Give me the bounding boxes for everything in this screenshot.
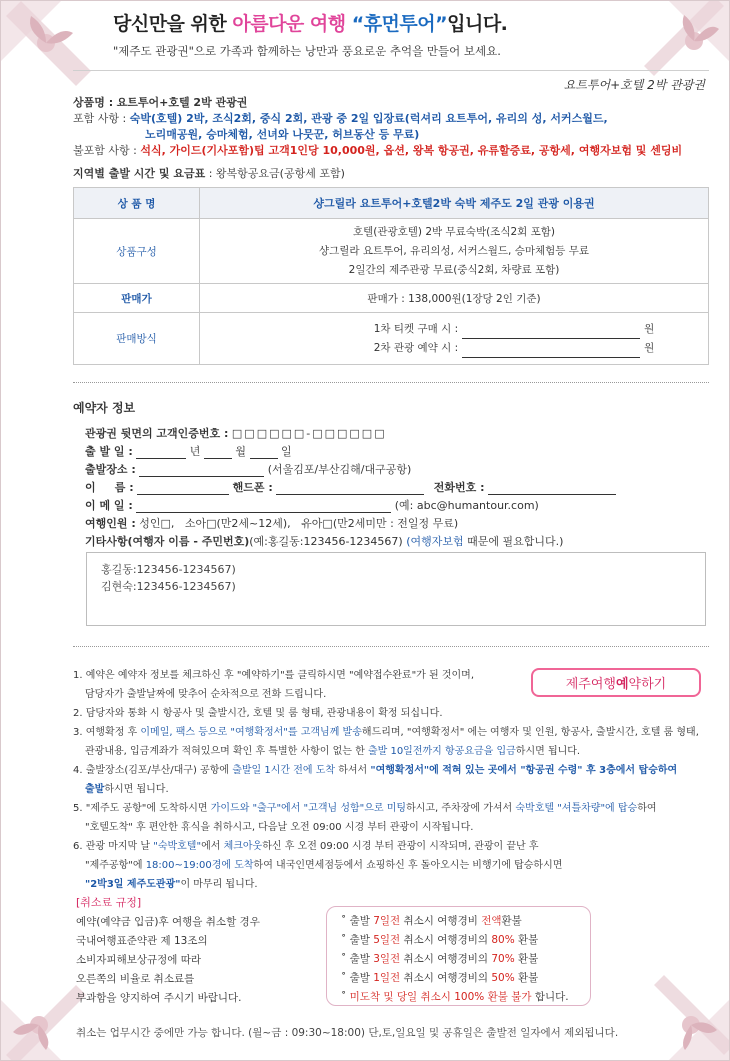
compose-line: 호텔(관광호텔) 2박 무료숙박(조식2회 포함) [352,225,556,238]
page-frame: 당신만을 위한 아름다운 여행 “휴먼투어”입니다. "제주도 관광권"으로 가족과 함께하는 낭만과 풍요로운 추억을 만들어 보세요. 요트투어+호텔 2박 관광권 상품명 : 요트투어+호텔 2박 관광권 포함 사항 : 숙박(호텔) 2박, 조식2회, 중식 2회, 관광 중 2일 입장료(럭셔리 요트투어, 유리의 성, 서커스월드, 노리매공원, 승마체험, 선녀와 나뭇꾼, 허브동산 등 무료) 불포함 사항 : 석식, 가이드(기사포함)팁 고객1인당 10,000원, 옵션, 왕복 항공권, 유류할증료, 공항세, 여행자보험 및 센딩비 지역별 출발 시간 및 요금표 : 왕복항공요금(공항세 포함) 상 품 명 샹그릴라 요트투어+호텔2박 숙박 제주도 2일 관광 이용권 상품구성 호텔(관광호텔) 2박 무료숙박(조식2회 포함) 샹그릴라 요트투어, 유리의성, 서커스월드, 승마체험등 무료 2일간의 제주관광 무료(중식2회, 차량료 포함) 판매가 판매가 : 138,000원(1장당 2인 기준) 판매방식 1차 티켓 구매 시 : 원 2차 관광 예약 시 : 원 예약자 정보 관광권 뒷면의 고객인증번호 : □□□□□□-□□□□□□ 출 발 일 : 년 월 일 출발장소 : (서울김포/부산김해/대구공항) 이 름 : 핸드폰 : 전화번호 : 이 메 일 : (예: abc@humantour.com) 여행인원 : 성인□, 소아□(만2세~12세), 유아□(만2세미만 : 전일정 무료) 기타사항(여행자 이름 - 주민번호)(예:홍길동:123456-1234567) (여행자보험 때문에 필요합니다.) 홍길동:123456-1234567) 김현숙:123456-1234567) 1. 예약은 예약자 정보를 체크하신 후 "예약하기"를 클릭하시면 "예약접수완료"가 된 것이며, 담당자가 출발날짜에 맞추어 순차적으로 전화 드립니다. 2. 담당자와 통화 시 항공사 및 출발시간, 호텔 및 룸 형태, 관광내용이 확정 되십니다. 3. 여행확정 후 이메일, 팩스 등으로 "여행확정서"를 고객님께 발송해드리며, "여행확정서" 에는 여행자 및 인원, 항공사, 출발시간, 호텔 룸 형태, 관광내용, 입금계좌가 적혀있으며 확인 후 특별한 사항이 없는 한 출발 10일전까지 항공요금을 입금하시면 됩니다. 4. 출발장소(김포/부산/대구) 공항에 출발일 1시간 전에 도착 하셔서 "여행확정서"에 적혀 있는 곳에서 "항공권 수령" 후 3층에서 탑승하여 출발하시면 됩니다. 5. "제주도 공항"에 도착하시면 가이드와 "출구"에서 "고객님 성함"으로 미팅하시고, 주차장에 가셔서 숙박호텔 "셔틀차량"에 탑승하여 "호텔도착" 후 편안한 휴식을 취하시고, 다음날 오전 09:00 시경 부터 관광이 시작됩니다. 6. 관광 마지막 날 "숙박호텔"에서 체크아웃하신 후 오전 09:00 시경 부터 관광이 시작되며, 관광이 끝난 후 "제주공항"에 18:00~19:00경에 도착하여 내국인면세점등에서 쇼핑하신 후 돌아오시는 비행기에 탑승하시면 "2박3일 제주도관광"이 마무리 됩니다. 제주여행 예 약하기 [취소료 규정] 예약(예약금 입금)후 여행을 취소할 경우 국내여행표준약관 제 13조의 소비자피해보상규정에 따라 오른쪽의 비율로 취소료를 부과함을 양지하여 주시기 바랍니다. ˚ 출발 7일전 취소시 여행경비 전액환불 ˚ 출발 5일전 취소시 여행경비의 80% 환불 ˚ 출발 3일전 취소시 여행경비의 70% 환불 ˚ 출발 1일전 취소시 여행경비의 50% 환불 ˚ 미도착 및 당일 취소시 100% 환불 불가 합니다. 취소는 업무시간 중에만 가능 합니다. (월~금 : 09:30~18:00) 단,토,일요일 및 공휴일은 출발전 일자에서 제외됩니다. [0,0,730,1061]
include-row-2: 노리매공원, 승마체험, 선녀와 나뭇꾼, 허브동산 등 무료) [145,128,420,141]
email-input[interactable] [136,499,391,513]
table-head-value: 샹그릴라 요트투어+호텔2박 숙박 제주도 2일 관광 이용권 [200,188,709,219]
cancel-policy-title: [취소료 규정] [76,896,142,909]
price-label: 판매가 [74,284,200,313]
package-name: 요트투어+호텔 2박 관광권 [563,78,705,92]
email-row: 이 메 일 : (예: abc@humantour.com) [85,499,539,512]
cert-row: 관광권 뒷면의 고객인증번호 : □□□□□□-□□□□□□ [85,427,387,440]
mobile-input[interactable] [276,481,424,495]
cancel-rule: ˚ 미도착 및 당일 취소시 100% 환불 불가 합니다. [341,991,569,1003]
footer-notice: 취소는 업무시간 중에만 가능 합니다. (월~금 : 09:30~18:00) 단,토,일요일 및 공휴일은 출발전 일자에서 제외됩니다. [76,1027,619,1039]
cancel-rule: ˚ 출발 3일전 취소시 여행경비의 70% 환불 [341,953,539,965]
ribbon-corner-icon [1,1,91,91]
exclude-row: 불포함 사항 : 석식, 가이드(기사포함)팁 고객1인당 10,000원, 옵션, 왕복 항공권, 유류할증료, 공항세, 여행자보험 및 센딩비 [73,144,683,157]
hero-title-tail: 입니다. [447,13,508,35]
hero-title-text: 당신만을 위한 [113,13,233,35]
second-reserve-amount[interactable] [462,346,640,358]
method-cell: 1차 티켓 구매 시 : 원 2차 관광 예약 시 : 원 [200,313,709,365]
include-row: 포함 사항 : 숙박(호텔) 2박, 조식2회, 중식 2회, 관광 중 2일 입장료(럭셔리 요트투어, 유리의 성, 서커스월드, [73,112,608,125]
compose-line: 샹그릴라 요트투어, 유리의성, 서커스월드, 승마체험등 무료 [318,244,590,257]
people-row: 여행인원 : 성인□, 소아□(만2세~12세), 유아□(만2세미만 : 전일정 무료) [85,517,459,530]
month-input[interactable] [204,445,232,459]
product-name: 요트투어+호텔 2박 관광권 [116,96,248,109]
name-input[interactable] [137,481,229,495]
compose-label: 상품구성 [74,219,200,284]
departure-place-input[interactable] [139,463,264,477]
cancel-rules-box [326,906,591,1006]
compose-line: 2일간의 제주관광 무료(중식2회, 차량료 포함) [348,263,560,276]
price-value: 판매가 : 138,000원(1장당 2인 기준) [200,284,709,313]
second-reserve-label: 2차 관광 예약 시 : [373,341,459,354]
cancel-rule: ˚ 출발 5일전 취소시 여행경비의 80% 환불 [341,934,539,946]
cancel-rule: ˚ 출발 1일전 취소시 여행경비의 50% 환불 [341,972,539,984]
people-checkboxes[interactable]: 성인□, 소아□(만2세~12세), 유아□(만2세미만 : 전일정 무료) [139,517,459,530]
hero-title-pink: 아름다운 여행 [232,13,352,35]
hero-subtitle: "제주도 관광권"으로 가족과 함께하는 낭만과 풍요로운 추억을 만들어 보세요. [113,44,501,58]
region-row: 지역별 출발 시간 및 요금표 : 왕복항공요금(공항세 포함) [73,167,345,180]
product-row: 상품명 : 요트투어+호텔 2박 관광권 [73,96,248,109]
hero-title [113,9,507,36]
date-row: 출 발 일 : 년 월 일 [85,445,292,458]
cancel-rule: ˚ 출발 7일전 취소시 여행경비 전액환불 [341,915,522,927]
first-purchase-label: 1차 티켓 구매 시 : [373,322,459,335]
product-table [73,187,709,365]
place-row: 출발장소 : (서울김포/부산김해/대구공항) [85,463,412,476]
phone-input[interactable] [488,481,616,495]
year-input[interactable] [136,445,186,459]
method-label: 판매방식 [74,313,200,365]
etc-row: 기타사항(여행자 이름 - 주민번호)(예:홍길동:123456-1234567) (여행자보험 때문에 필요합니다.) [85,535,564,548]
ribbon-corner-icon [639,970,729,1060]
compose-cell [200,219,709,284]
first-purchase-amount[interactable] [462,327,640,339]
divider [73,70,709,71]
table-head-label: 상 품 명 [74,188,200,219]
reserve-button[interactable]: 제주여행 예 약하기 [531,668,701,697]
section-title-reserver: 예약자 정보 [73,401,136,415]
cancel-policy-text: 예약(예약금 입금)후 여행을 취소할 경우 국내여행표준약관 제 13조의 소비자피해보상규정에 따라 오른쪽의 비율로 취소료를 부과함을 양지하여 주시기 바랍니다. [76,916,260,1004]
hero-title-brand: “휴먼투어” [351,13,448,35]
dotted-divider [73,646,709,647]
cert-number-input[interactable]: □□□□□□-□□□□□□ [231,427,387,440]
day-input[interactable] [250,445,278,459]
etc-memo-textarea[interactable]: 홍길동:123456-1234567) 김현숙:123456-1234567) [86,552,706,626]
dotted-divider [73,382,709,383]
contact-row: 이 름 : 핸드폰 : 전화번호 : [85,478,705,497]
